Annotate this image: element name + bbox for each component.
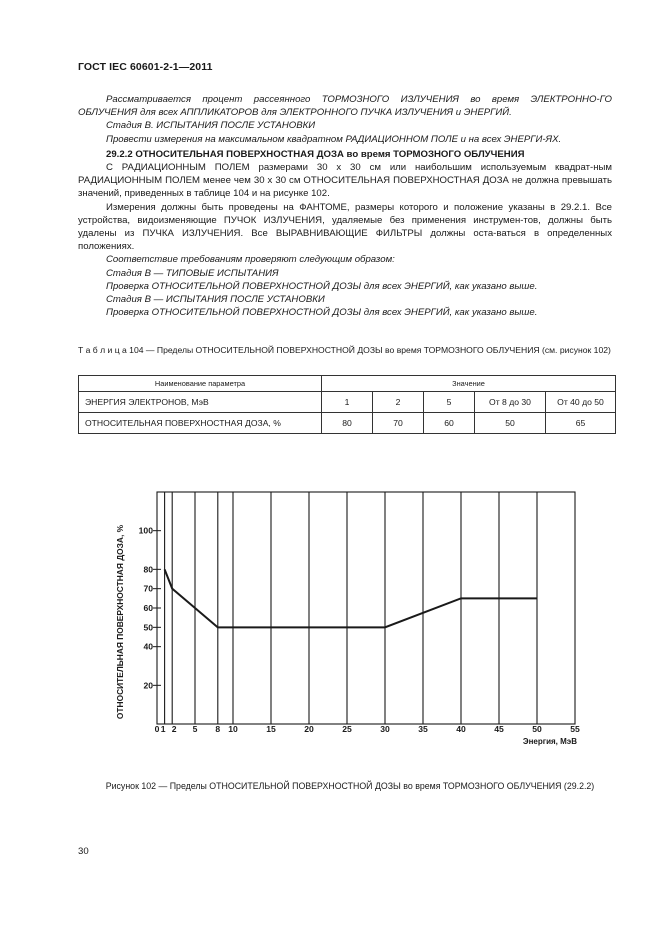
x-tick-label: 2 xyxy=(171,724,177,734)
row-label: ЭНЕРГИЯ ЭЛЕКТРОНОВ, МэВ xyxy=(79,392,322,413)
table-cell: 80 xyxy=(322,413,373,434)
plot-frame xyxy=(157,492,575,724)
header-param: Наименование параметра xyxy=(79,376,322,392)
x-tick-label: 25 xyxy=(342,724,352,734)
dose-limit-line xyxy=(165,569,537,627)
paragraph: Рассматривается процент рассеянного ТОРМОЗНОГО ИЗЛУЧЕНИЯ во время ЭЛЕКТРОННО-ГО ОБЛУЧЕНИЯ для всех АППЛИКАТОРОВ для ЭЛЕКТРОННОГО ПУЧКА ИЗЛУЧЕНИЯ и ЭНЕРГИЙ. xyxy=(78,94,612,119)
section-heading: 29.2.2 ОТНОСИТЕЛЬНАЯ ПОВЕРХНОСТНАЯ ДОЗА во время ТОРМОЗНОГО ОБЛУЧЕНИЯ xyxy=(106,148,525,160)
x-tick-label: 45 xyxy=(494,724,504,734)
table-cell: 1 xyxy=(322,392,373,413)
parameters-table xyxy=(78,375,616,434)
y-tick-label: 60 xyxy=(143,603,153,613)
paragraph: Провести измерения на максимальном квадратном РАДИАЦИОННОМ ПОЛЕ и на всех ЭНЕРГИ-ЯХ. xyxy=(106,133,562,145)
x-tick-label: 15 xyxy=(266,724,276,734)
paragraph: Стадия В — ИСПЫТАНИЯ ПОСЛЕ УСТАНОВКИ xyxy=(106,294,325,306)
x-tick-label: 20 xyxy=(304,724,314,734)
x-tick-label: 35 xyxy=(418,724,428,734)
table-cell: 70 xyxy=(373,413,424,434)
x-tick-label: 30 xyxy=(380,724,390,734)
y-tick-label: 20 xyxy=(143,680,153,691)
x-tick-label: 40 xyxy=(456,724,466,734)
paragraph: Измерения должны быть проведены на ФАНТОМЕ, размеры которого и положение указаны в 29.2.1. Все устройства, видоизменяющие ПУЧОК ИЗЛУЧЕНИЯ, удаляемые без применения инструмен-тов, должны быть удалены из ПУЧКА ИЗЛУЧЕНИЯ. Все ВЫРАВНИВАЮЩИЕ ФИЛЬТРЫ должны оста-ваться в определенных положениях. xyxy=(78,201,612,253)
table-cell: От 8 до 30 xyxy=(475,392,546,413)
row-label: ОТНОСИТЕЛЬНАЯ ПОВЕРХНОСТНАЯ ДОЗА, % xyxy=(79,413,322,434)
paragraph: Проверка ОТНОСИТЕЛЬНОЙ ПОВЕРХНОСТНОЙ ДОЗЫ для всех ЭНЕРГИЙ, как указано выше. xyxy=(106,280,538,292)
page-number: 30 xyxy=(78,846,89,857)
table-row xyxy=(79,413,616,434)
paragraph: Проверка ОТНОСИТЕЛЬНОЙ ПОВЕРХНОСТНОЙ ДОЗЫ для всех ЭНЕРГИЙ, как указано выше. xyxy=(106,307,538,319)
x-axis-label: Энергия, МэВ xyxy=(522,737,577,746)
y-tick-label: 70 xyxy=(143,583,153,594)
table-header-row xyxy=(79,376,616,392)
figure-caption: Рисунок 102 — Пределы ОТНОСИТЕЛЬНОЙ ПОВЕРХНОСТНОЙ ДОЗЫ во время ТОРМОЗНОГО ОБЛУЧЕНИЯ (29.2.2) xyxy=(105,781,595,791)
x-tick-label: 50 xyxy=(532,724,542,734)
table-caption: Т а б л и ц а 104 — Пределы ОТНОСИТЕЛЬНОЙ ПОВЕРХНОСТНОЙ ДОЗЫ во время ТОРМОЗНОГО ОБЛУЧЕНИЯ (см. рисунок 102) xyxy=(78,345,611,355)
table-cell: 50 xyxy=(475,413,546,434)
table-cell: 60 xyxy=(424,413,475,434)
x-tick-label: 1 xyxy=(160,724,166,734)
y-axis-label: ОТНОСИТЕЛЬНАЯ ПОВЕРХНОСТНАЯ ДОЗА, % xyxy=(115,524,125,720)
y-tick-label: 50 xyxy=(143,622,153,633)
tick-labels xyxy=(139,526,580,734)
y-tick-label: 40 xyxy=(143,641,153,652)
x-tick-label: 0 xyxy=(154,724,160,734)
paragraph: Стадия В — ТИПОВЫЕ ИСПЫТАНИЯ xyxy=(106,267,279,279)
paragraph: С РАДИАЦИОННЫМ ПОЛЕМ размерами 30 х 30 см или наибольшим используемым квадрат-ным РАДИАЦИОННЫМ ПОЛЕМ менее чем 30 х 30 см ОТНОСИТЕЛЬНАЯ ПОВЕРХНОСТНАЯ ДОЗА не должна превышать значений, приведенных в таблице 104 и на рисунке 102. xyxy=(78,162,612,200)
table-cell: 5 xyxy=(424,392,475,413)
x-tick-label: 55 xyxy=(570,724,580,734)
paragraph: Соответствие требованиям проверяют следующим образом: xyxy=(106,254,395,266)
y-tick-label: 100 xyxy=(138,525,153,536)
x-tick-label: 10 xyxy=(228,724,238,734)
relative-surface-dose-chart xyxy=(100,480,590,755)
table-row xyxy=(79,392,616,413)
x-tick-label: 8 xyxy=(215,724,221,734)
table-cell: От 40 до 50 xyxy=(546,392,616,413)
table-cell: 65 xyxy=(546,413,616,434)
body-text xyxy=(78,93,612,319)
table-cell: 2 xyxy=(373,392,424,413)
y-tick-label: 80 xyxy=(143,564,153,575)
paragraph: Стадия В. ИСПЫТАНИЯ ПОСЛЕ УСТАНОВКИ xyxy=(106,120,316,132)
header-value: Значение xyxy=(322,376,616,392)
gridlines xyxy=(153,492,537,724)
document-header: ГОСТ IEC 60601-2-1—2011 xyxy=(78,61,213,73)
x-tick-label: 5 xyxy=(192,724,198,734)
